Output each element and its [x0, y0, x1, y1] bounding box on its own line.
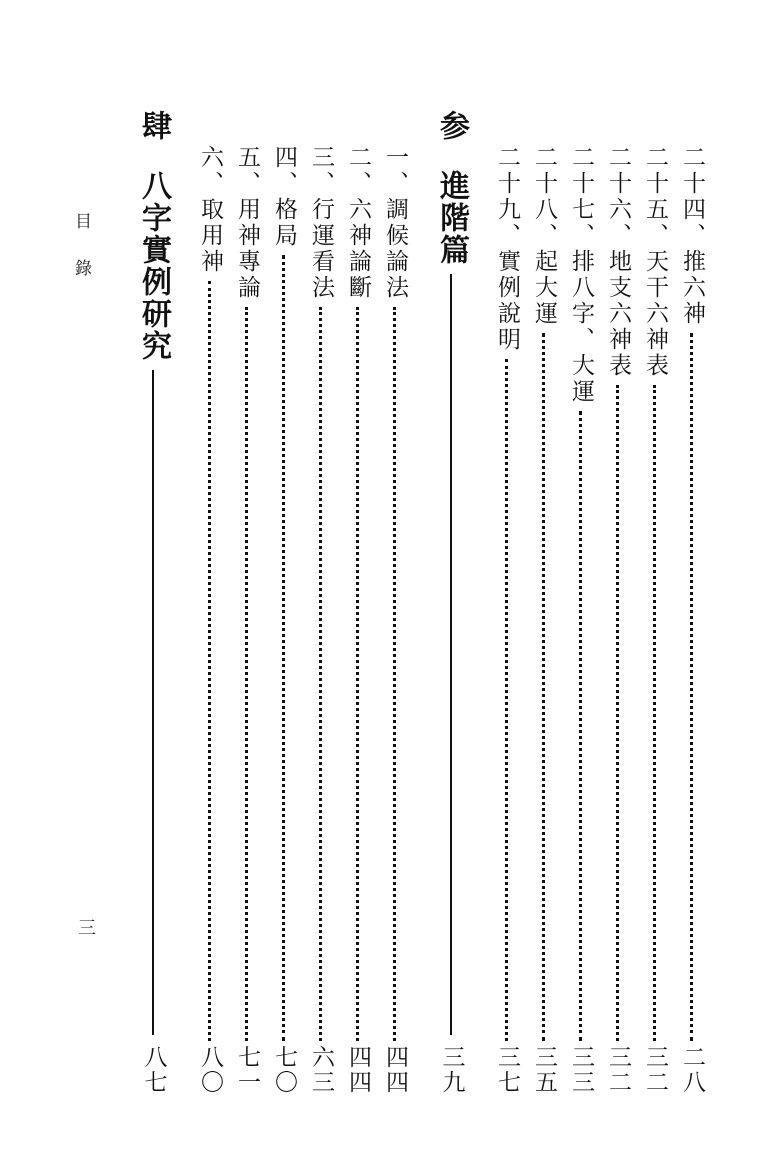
toc-entry-page: 七一: [234, 1045, 260, 1095]
toc-entry-title: 一、調候論法: [382, 145, 408, 301]
toc-entry-page: 三二: [642, 1045, 668, 1095]
page-number: 三: [75, 918, 96, 936]
section-title: 八字實例研究: [136, 170, 171, 362]
dot-leader: [393, 307, 396, 1041]
toc-entry-title: 二、六神論斷: [345, 145, 371, 301]
toc-entry: [346, 145, 369, 1095]
toc-entry-page: 六三: [308, 1045, 334, 1095]
toc-entry-page: 八〇: [197, 1045, 223, 1095]
dot-leader: [653, 385, 656, 1041]
section-heading: [136, 110, 171, 1095]
dot-leader: [579, 411, 582, 1041]
toc-entry-title: 二十四、推六神: [679, 145, 705, 327]
dot-leader: [505, 359, 508, 1041]
toc-entry: [272, 145, 295, 1095]
toc-entry-page: 四四: [345, 1045, 371, 1095]
toc-entry: [383, 145, 406, 1095]
dot-leader: [319, 307, 322, 1041]
toc-entry: [198, 145, 221, 1095]
section-page: 八七: [140, 1045, 167, 1095]
toc-entry: [532, 145, 555, 1095]
section-rule: [152, 370, 154, 1035]
toc-entry: [569, 145, 592, 1095]
toc-entry-title: 二十五、天干六神表: [642, 145, 668, 379]
toc-entry-page: 三七: [494, 1045, 520, 1095]
toc-entry-title: 四、格局: [271, 145, 297, 249]
toc-entry-title: 五、用神專論: [234, 145, 260, 301]
dot-leader: [690, 333, 693, 1041]
toc-entry-page: 三三: [568, 1045, 594, 1095]
toc-entry-page: 三五: [531, 1045, 557, 1095]
dot-leader: [282, 255, 285, 1041]
toc-entry-page: 七〇: [271, 1045, 297, 1095]
toc-entry: [495, 145, 518, 1095]
section-page: 三九: [438, 1045, 465, 1095]
dot-leader: [245, 307, 248, 1041]
toc-entry-page: 四四: [382, 1045, 408, 1095]
toc-entry-title: 六、取用神: [197, 145, 223, 275]
dot-leader: [356, 307, 359, 1041]
toc-entry-title: 二十八、起大運: [531, 145, 557, 327]
toc-entry-title: 二十九、實例說明: [494, 145, 520, 353]
dot-leader: [616, 385, 619, 1041]
section-rule: [450, 274, 452, 1035]
toc-entry-page: 二八: [679, 1045, 705, 1095]
running-head: 目錄: [71, 212, 91, 306]
toc-entry: [309, 145, 332, 1095]
toc-entry-page: 三二: [605, 1045, 631, 1095]
section-heading: [434, 110, 469, 1095]
toc-entry: [235, 145, 258, 1095]
toc-entry: [680, 145, 703, 1095]
toc-entry-title: 二十六、地支六神表: [605, 145, 631, 379]
toc-entry-title: 三、行運看法: [308, 145, 334, 301]
dot-leader: [542, 333, 545, 1041]
toc-entry: [643, 145, 666, 1095]
section-number: 肆: [136, 110, 171, 140]
dot-leader: [208, 281, 211, 1041]
toc-entry-title: 二十七、排八字、大運: [568, 145, 594, 405]
toc-entry: [606, 145, 629, 1095]
section-title: 進階篇: [434, 170, 469, 266]
section-number: 参: [434, 110, 469, 140]
